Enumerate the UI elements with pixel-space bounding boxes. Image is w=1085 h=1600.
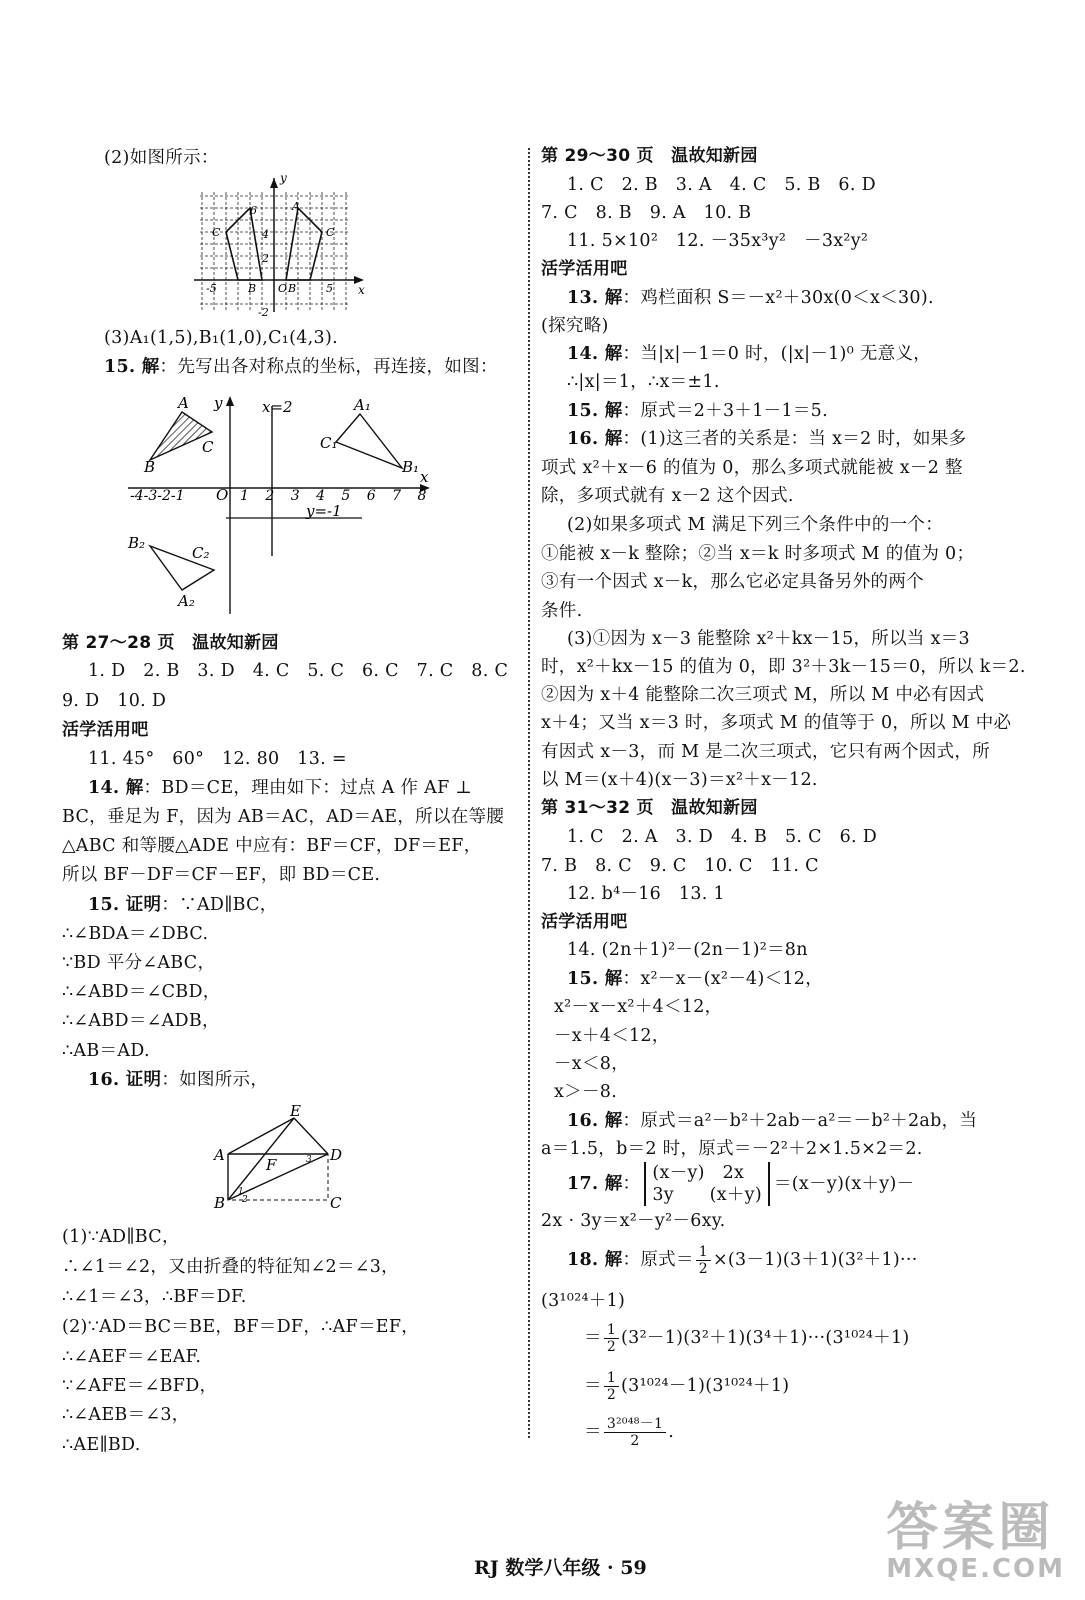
r16a-6: ③有一个因式 x－k，那么它必定具备另外的两个 — [541, 572, 924, 592]
q16-5: ∴∠AEF＝∠EAF. — [62, 1347, 202, 1367]
fig3-n3: 3 — [306, 1155, 312, 1165]
r16b-2: a＝1.5，b＝2 时，原式＝－2²＋2×1.5×2＝2. — [541, 1139, 923, 1159]
r18-4: (3¹⁰²⁴－1)(3¹⁰²⁴＋1) — [621, 1376, 790, 1396]
r18-eq4: ＝ — [584, 1376, 602, 1396]
r17-m11: (x－y) 2x — [652, 1163, 745, 1183]
q14-label: 14. 解 — [88, 778, 144, 798]
fig2-A: A — [178, 394, 189, 412]
r18-frac-half — [696, 1244, 711, 1277]
q15-0: ：∵AD∥BC， — [161, 895, 278, 915]
r13-1: ：鸡栏面积 S＝－x²＋30x(0＜x＜30). — [622, 288, 934, 308]
r18-frac3-num: 1 — [604, 1322, 619, 1339]
r18-1a: ：原式＝ — [622, 1250, 694, 1270]
s31-title: 第 31～32 页 温故知新园 — [541, 798, 758, 818]
r18-3: (3²－1)(3²＋1)(3⁴＋1)···(3¹⁰²⁴＋1) — [621, 1328, 910, 1348]
fig1-O: O — [278, 282, 288, 295]
r17-m21: 3y (x＋y) — [652, 1185, 762, 1205]
r14-1: ：当|x|－1＝0 时，(|x|－1)⁰ 无意义， — [622, 344, 932, 364]
fig2-x: x — [420, 468, 429, 486]
l3: ：先写出各对称点的坐标，再连接，如图： — [159, 357, 498, 377]
fig3-B: B — [214, 1194, 226, 1212]
fig2-B1: B₁ — [402, 458, 420, 476]
q16-4: (2)∵AD＝BC＝BE，BF＝DF，∴AF＝EF， — [62, 1317, 420, 1337]
l3-label: 15. 解 — [104, 357, 160, 377]
fig2-B: B — [144, 458, 156, 476]
fig1-t5: 5 — [326, 282, 333, 295]
s31-a2: 7. B 8. C 9. C 10. C 11. C — [541, 856, 819, 876]
r16a-8: (3)①因为 x－3 能整除 x²＋kx－15，所以当 x＝3 — [567, 629, 970, 649]
fig3-n2: 2 — [242, 1195, 248, 1205]
r15b-5: x＞－8. — [554, 1082, 618, 1102]
l2: (3)A₁(1,5),B₁(1,0),C₁(4,3). — [104, 328, 338, 348]
watermark-small: MXQE.COM — [886, 1554, 1065, 1584]
r16a-3: 除，多项式就有 x－2 这个因式. — [541, 486, 794, 506]
s29-a3: 11. 5×10² 12. －35x³y² －3x²y² — [567, 231, 869, 251]
r18-row4 — [584, 1370, 789, 1403]
fig2-B2: B₂ — [128, 534, 146, 552]
fig2-x2: x=2 — [262, 398, 293, 416]
fig3-E: E — [290, 1104, 301, 1120]
s27-title: 第 27～28 页 温故知新园 — [62, 633, 279, 653]
fig2-C2: C₂ — [192, 544, 210, 562]
r17-2: 2x · 3y＝x²－y²－6xy. — [541, 1211, 726, 1231]
r18-row5: ＝ $\frac{\text{3²⁰⁴⁸－1}}{2}$ . — [584, 1416, 675, 1449]
fig1-tm5: -5 — [206, 282, 217, 295]
r18-frac5-num: 3²⁰⁴⁸－1 — [604, 1416, 666, 1433]
r14-label: 14. 解 — [567, 344, 623, 364]
r16a-13: 以 M＝(x＋4)(x－3)＝x²＋x－12. — [541, 770, 818, 790]
r16a-7: 条件. — [541, 601, 583, 621]
r16a-11: x＋4；又当 x＝3 时，多项式 M 的值等于 0，所以 M 中必 — [541, 713, 1012, 733]
fig3-C: C — [330, 1194, 342, 1212]
q15-4: ∴∠ABD＝∠ADB， — [62, 1011, 220, 1031]
fig3-F: F — [266, 1156, 277, 1174]
fig1-t4: 4 — [262, 228, 269, 241]
r18-1b: ×(3－1)(3＋1)(3²＋1)··· — [712, 1250, 918, 1270]
s29-title: 第 29～30 页 温故知新园 — [541, 146, 758, 166]
fig1-t6: 6 — [250, 204, 257, 217]
fig2-y: y — [214, 394, 223, 412]
fig1-x: x — [358, 283, 365, 297]
fig2-C: C — [202, 438, 214, 456]
figure-coordinate-quadrilateral — [190, 170, 370, 320]
r16a-12: 有因式 x－3，而 M 是二次三项式，它只有两个因式，所 — [541, 742, 991, 762]
r13-label: 13. 解 — [567, 288, 623, 308]
r15a-1: ：原式＝2＋3＋1－1＝5. — [622, 401, 828, 421]
q15-5: ∴AB＝AD. — [62, 1041, 150, 1061]
q14-1: ：BD＝CE，理由如下：过点 A 作 AF ⊥ — [143, 778, 473, 798]
fig1-t2: 2 — [262, 252, 269, 265]
r16a-10: ②因为 x＋4 能整除二次三项式 M，所以 M 中必有因式 — [541, 685, 985, 705]
r15b-1: ：x²－x－(x²－4)＜12， — [622, 969, 824, 989]
fig1-B1: B — [288, 282, 297, 295]
figure-symmetric-triangles — [122, 392, 442, 622]
r18-eq3: ＝ — [584, 1328, 602, 1348]
r18-label: 18. 解 — [567, 1250, 623, 1270]
q15-label: 15. 证明 — [88, 895, 162, 915]
r18-frac5-den: 2 — [630, 1433, 640, 1449]
s27-a1: 1. D 2. B 3. D 4. C 5. C 6. C 7. C 8. C — [88, 661, 509, 681]
q16-0: ：如图所示， — [161, 1070, 269, 1090]
fig3-n1: 1 — [238, 1187, 244, 1197]
r15b-label: 15. 解 — [567, 969, 623, 989]
r16a-2: 项式 x²＋x－6 的值为 0，那么多项式就能被 x－2 整 — [541, 458, 963, 478]
r16a-1: ：(1)这三者的关系是：当 x＝2 时，如果多 — [622, 429, 967, 449]
r18-half-den: 2 — [698, 1261, 708, 1277]
fig2-xt: 1 2 3 4 5 6 7 8 — [240, 488, 433, 504]
r16b-label: 16. 解 — [567, 1111, 623, 1131]
r18-frac3-den: 2 — [606, 1339, 617, 1355]
q14-2: BC，垂足为 F，因为 AB＝AC，AD＝AE，所以在等腰 — [62, 807, 505, 827]
r18-row3 — [584, 1322, 910, 1355]
q16-6: ∵∠AFE＝∠BFD， — [62, 1376, 218, 1396]
q16-7: ∴∠AEB＝∠3， — [62, 1405, 190, 1425]
column-divider — [528, 148, 530, 1438]
q16-label: 16. 证明 — [88, 1070, 162, 1090]
s27-sub: 活学活用吧 — [62, 720, 149, 740]
r18-eq5: ＝ — [584, 1422, 602, 1442]
fig1-C1: C — [326, 226, 335, 239]
r18-frac3 — [604, 1322, 619, 1355]
fig2-O: O — [216, 486, 229, 504]
r16b-1: ：原式＝a²－b²＋2ab－a²＝－b²＋2ab，当 — [622, 1111, 978, 1131]
r15b-2: x²－x－x²＋4＜12， — [554, 997, 723, 1017]
s27-a3: 11. 45° 60° 12. 80 13. = — [88, 749, 347, 769]
r18-row1 — [567, 1244, 918, 1277]
fig1-y: y — [280, 171, 287, 185]
fig2-A1: A₁ — [354, 396, 371, 414]
s31-a3: 12. b⁴－16 13. 1 — [567, 884, 725, 904]
r18-frac5 — [604, 1416, 666, 1449]
fig3-D: D — [330, 1146, 343, 1164]
q15-2: ∵BD 平分∠ABC， — [62, 953, 216, 973]
r16a-9: 时，x²＋kx－15 的值为 0，即 3²＋3k－15＝0，所以 k＝2. — [541, 657, 1026, 677]
page-footer: RJ 数学八年级 · 59 — [474, 1557, 647, 1579]
s27-a2: 9. D 10. D — [62, 691, 167, 711]
r14b: 14. (2n＋1)²－(2n－1)²＝8n — [567, 940, 808, 960]
r18-half-num: 1 — [696, 1244, 711, 1261]
r16a-label: 16. 解 — [567, 429, 623, 449]
s29-a2: 7. C 8. B 9. A 10. B — [541, 203, 752, 223]
q15-1: ∴∠BDA＝∠DBC. — [62, 924, 209, 944]
fig3-A: A — [214, 1146, 225, 1164]
l1: (2)如图所示： — [104, 148, 219, 168]
r13-2: (探究略) — [541, 316, 609, 336]
fig2-ym1: y=-1 — [306, 502, 342, 520]
watermark-logo — [886, 1500, 1065, 1582]
q14-3: △ABC 和等腰△ADE 中应有：BF＝CF，DF＝EF， — [62, 836, 482, 856]
r17-rhs: ＝(x－y)(x＋y)－ — [774, 1174, 915, 1194]
fig1-B: B — [248, 282, 257, 295]
r18-frac4 — [604, 1370, 619, 1403]
r15b-3: －x＋4＜12， — [554, 1026, 670, 1046]
s31-a1: 1. C 2. A 3. D 4. B 5. C 6. D — [567, 827, 878, 847]
fig1-A: A — [292, 200, 300, 213]
s31-sub: 活学活用吧 — [541, 912, 628, 932]
r14-2: ∴|x|＝1，∴x＝±1. — [567, 372, 720, 392]
r17-row: 17. 解： (x－y) 2x 3y (x＋y) ＝(x－y)(x＋y)－ — [567, 1163, 915, 1205]
fig1-tm2: -2 — [258, 306, 269, 319]
watermark-big: 答案圈 — [886, 1498, 1055, 1558]
r17-label: 17. 解 — [567, 1174, 623, 1194]
q14-4: 所以 BF－DF＝CF－EF，即 BD＝CE. — [62, 865, 381, 885]
r18-2: (3¹⁰²⁴＋1) — [541, 1291, 626, 1311]
figure-folded-rectangle — [210, 1104, 360, 1216]
q16-2: ∴∠1＝∠2，又由折叠的特征知∠2＝∠3， — [62, 1257, 399, 1277]
r18-frac4-num: 1 — [604, 1370, 619, 1387]
r16a-4: (2)如果多项式 M 满足下列三个条件中的一个： — [567, 515, 944, 535]
r17-determinant — [644, 1162, 770, 1206]
q16-1: (1)∵AD∥BC， — [62, 1227, 180, 1247]
fig2-A2: A₂ — [178, 592, 195, 610]
r15b-4: －x＜8， — [554, 1054, 630, 1074]
q16-3: ∴∠1＝∠3，∴BF＝DF. — [62, 1287, 247, 1307]
fig2-C1: C₁ — [320, 434, 338, 452]
q15-3: ∴∠ABD＝∠CBD， — [62, 982, 221, 1002]
fig2-ticks: -4-3-2-1 — [130, 488, 185, 504]
s29-sub: 活学活用吧 — [541, 259, 628, 279]
fig1-C: C — [212, 226, 221, 239]
s29-a1: 1. C 2. B 3. A 4. C 5. B 6. D — [567, 175, 876, 195]
r16a-5: ①能被 x－k 整除；②当 x＝k 时多项式 M 的值为 0； — [541, 544, 975, 564]
q16-8: ∴AE∥BD. — [62, 1435, 141, 1455]
r15a-label: 15. 解 — [567, 401, 623, 421]
r18-frac4-den: 2 — [606, 1387, 617, 1403]
